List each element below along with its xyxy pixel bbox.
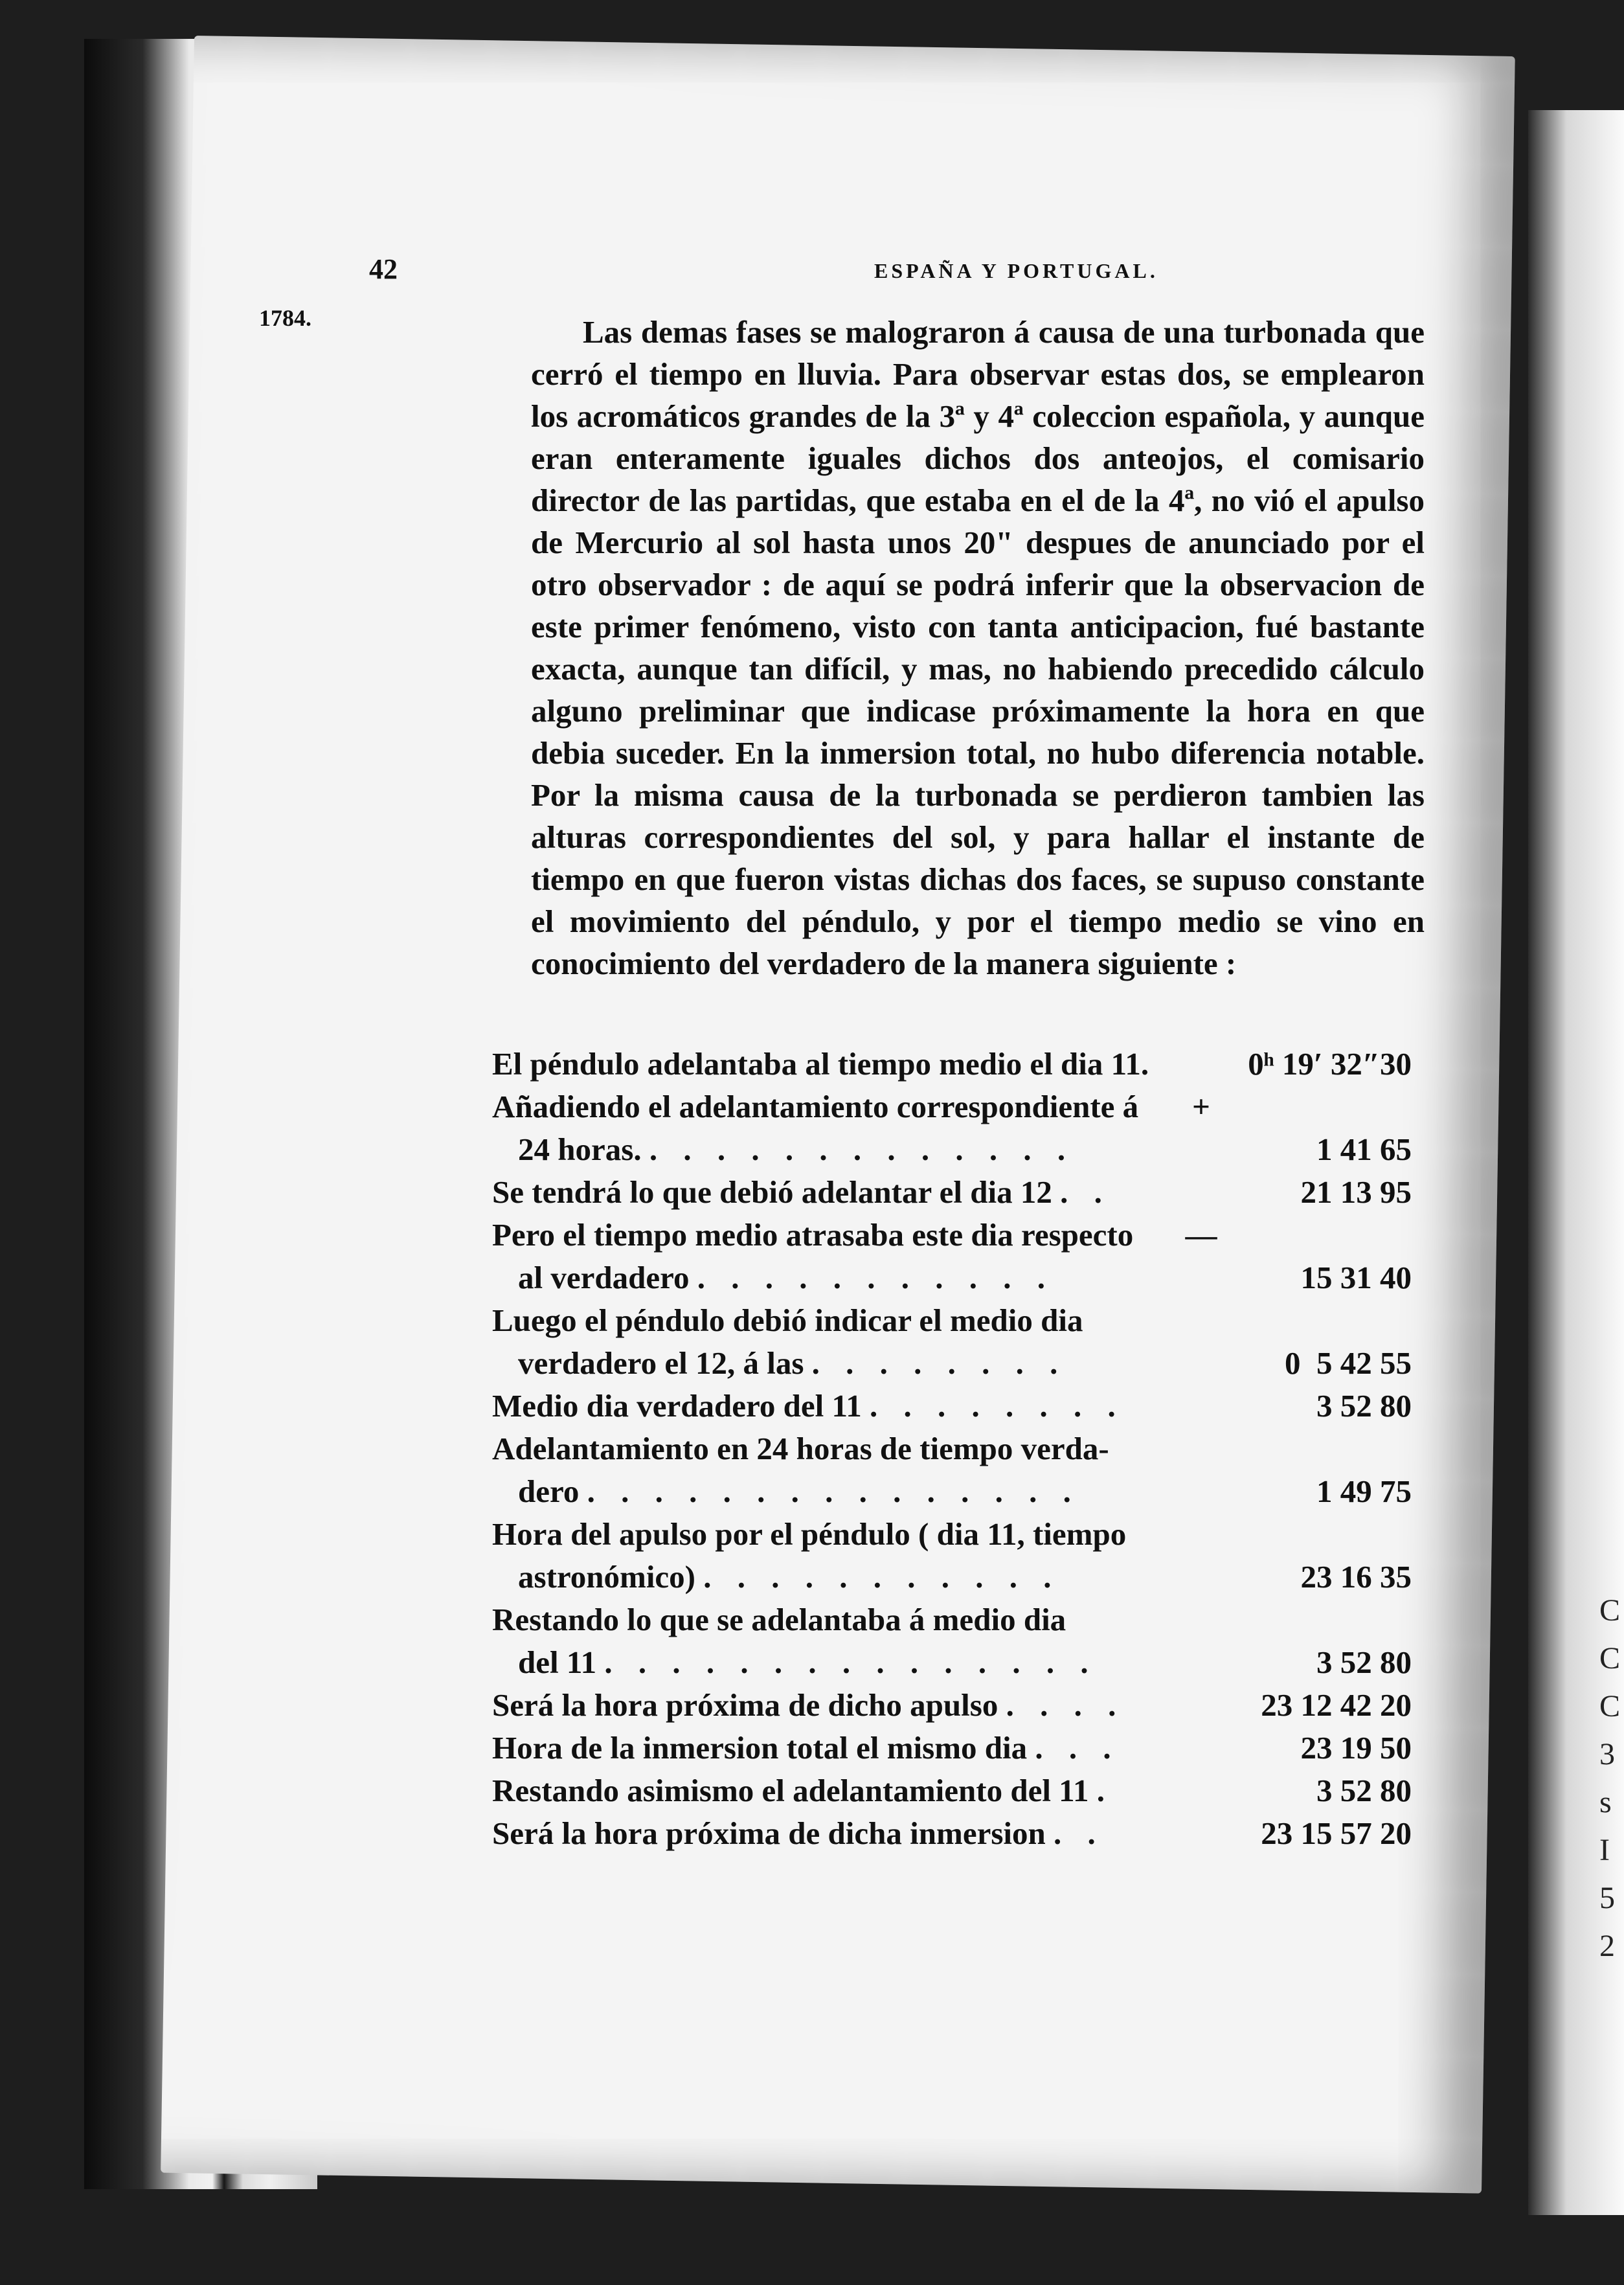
facing-letter: C [1599, 1641, 1621, 1676]
calc-label: Se tendrá lo que debió adelantar el dia 12 [492, 1174, 1052, 1210]
calc-leader-dots: . . . . . . . . [811, 1345, 1067, 1381]
calc-sign: + [1192, 1089, 1210, 1124]
calc-leader-dots: . . . . . . . . . . . . . . . [587, 1473, 1080, 1509]
calc-sign [1185, 1684, 1217, 1727]
calc-value: 3 52 80 [1316, 1644, 1412, 1680]
facing-letter: I [1599, 1833, 1610, 1867]
calc-value: 1 49 75 [1316, 1473, 1412, 1509]
paragraph: Las demas fases se malograron á causa de una turbonada que cerró el tiempo en lluvia. Para observar estas dos, se emplearon los acromáticos grandes de la 3ª y 4ª coleccion española, y aunque eran enteramente iguales dichos dos anteojos, el comisario director de las partidas, que estaba en el de la 4ª, no vió el apulso de Mercurio al sol hasta unos 20" despues de anunciado por el otro observador : de aquí se podrá inferir que la observacion de este primer fenómeno, visto con tanta anticipacion, fué bastante exacta, aunque tan difícil, y mas, no habiendo precedido cálculo alguno preliminar que indicase próximamente la hora en que debia suceder. En la inmersion total, no hubo diferencia notable. Por la misma causa de la turbonada se perdieron tambien las alturas correspondientes del sol, y para hallar el instante de tiempo en que fueron vistas dichas dos faces, se supuso constante el movimiento del péndulo, y por el tiempo medio se vino en conocimiento del verdadero de la manera siguiente : [531, 314, 1425, 981]
calc-leader-dots: . . [1060, 1174, 1111, 1210]
calc-row [492, 1513, 1412, 1598]
calc-sign [1185, 1043, 1217, 1086]
calc-label: Hora del apulso por el péndulo ( dia 11, tiempo [492, 1516, 1127, 1552]
calc-row [492, 1769, 1412, 1812]
calc-value: 3 52 80 [1316, 1388, 1412, 1424]
calc-label: Restando lo que se adelantaba á medio dia [492, 1602, 1066, 1637]
calc-row [492, 1727, 1412, 1769]
calc-sign [1185, 1171, 1217, 1214]
calc-value: 23 15 57 20 [1261, 1815, 1412, 1851]
facing-letter: C [1599, 1689, 1621, 1723]
calc-label: Pero el tiempo medio atrasaba este dia respecto [492, 1217, 1134, 1253]
calc-sign [1185, 1727, 1217, 1769]
facing-page-text [1599, 1587, 1624, 1970]
page-header [369, 253, 1289, 298]
body-text [531, 311, 1425, 984]
calc-value: 1 41 65 [1316, 1131, 1412, 1167]
calc-sign: — [1185, 1217, 1217, 1253]
calc-label-cont: astronómico) [518, 1559, 695, 1595]
calc-value: 23 12 42 20 [1261, 1687, 1412, 1723]
calc-value: 23 19 50 [1300, 1730, 1412, 1766]
facing-letter: 3 [1599, 1737, 1615, 1771]
calculation-table [492, 1043, 1412, 1855]
calc-leader-dots: . [1096, 1773, 1114, 1808]
calc-label-cont: del 11 [518, 1644, 597, 1680]
calc-label-cont: dero [518, 1473, 580, 1509]
calc-label-cont: verdadero el 12, á las [518, 1345, 804, 1381]
calc-label: Adelantamiento en 24 horas de tiempo verda- [492, 1431, 1109, 1466]
calc-leader-dots: . . . . . . . . [870, 1388, 1125, 1424]
margin-year: 1784. [259, 305, 311, 331]
calc-value: 3 52 80 [1316, 1773, 1412, 1808]
calc-leader-dots: . . . . . . . . . . . [703, 1559, 1061, 1595]
calc-leader-dots: . . . . [1006, 1687, 1125, 1723]
facing-letter: 5 [1599, 1881, 1615, 1915]
page-number: 42 [369, 253, 398, 285]
calc-label: Restando asimismo el adelantamiento del 11 [492, 1773, 1089, 1808]
calc-value: 23 16 35 [1300, 1559, 1412, 1595]
facing-letter: C [1599, 1593, 1621, 1628]
calc-leader-dots: . . . . . . . . . . . . . [649, 1131, 1075, 1167]
calc-sign [1185, 1513, 1217, 1598]
calc-row [492, 1043, 1412, 1086]
calc-sign [1185, 1299, 1217, 1385]
calc-row [492, 1171, 1412, 1214]
calc-row [492, 1086, 1412, 1171]
calc-value: 0ʰ 19′ 32″30 [1248, 1046, 1412, 1082]
calc-sign [1185, 1598, 1217, 1684]
calc-label: Luego el péndulo debió indicar el medio dia [492, 1302, 1083, 1338]
calc-value: 21 13 95 [1300, 1174, 1412, 1210]
calc-label: Hora de la inmersion total el mismo dia [492, 1730, 1028, 1766]
calc-leader-dots: . . . . . . . . . . . [697, 1260, 1054, 1295]
calc-leader-dots: . . [1054, 1815, 1105, 1851]
calc-sign [1185, 1427, 1217, 1513]
facing-letter: 2 [1599, 1929, 1615, 1963]
calc-label-cont: 24 horas. [518, 1131, 642, 1167]
running-title: ESPAÑA Y PORTUGAL. [874, 259, 1158, 282]
facing-letter: s [1599, 1785, 1612, 1819]
calc-row [492, 1812, 1412, 1855]
calc-row [492, 1385, 1412, 1427]
calc-sign [1185, 1812, 1217, 1855]
calc-label: Medio dia verdadero del 11 [492, 1388, 862, 1424]
calc-value: 15 31 40 [1300, 1260, 1412, 1295]
calc-label: Añadiendo el adelantamiento correspondiente á [492, 1089, 1139, 1124]
calc-row [492, 1427, 1412, 1513]
calc-value: 0 5 42 55 [1285, 1345, 1412, 1381]
calc-label: Será la hora próxima de dicha inmersion [492, 1815, 1046, 1851]
calc-label: Será la hora próxima de dicho apulso [492, 1687, 998, 1723]
calc-row [492, 1684, 1412, 1727]
calc-leader-dots: . . . [1035, 1730, 1120, 1766]
calc-sign [1185, 1769, 1217, 1812]
calc-row [492, 1299, 1412, 1385]
calc-row [492, 1598, 1412, 1684]
calc-label-cont: al verdadero [518, 1260, 690, 1295]
calc-sign [1185, 1385, 1217, 1427]
calc-row [492, 1214, 1412, 1299]
calc-label: El péndulo adelantaba al tiempo medio el dia 11. [492, 1046, 1149, 1082]
calc-leader-dots: . . . . . . . . . . . . . . . [604, 1644, 1098, 1680]
